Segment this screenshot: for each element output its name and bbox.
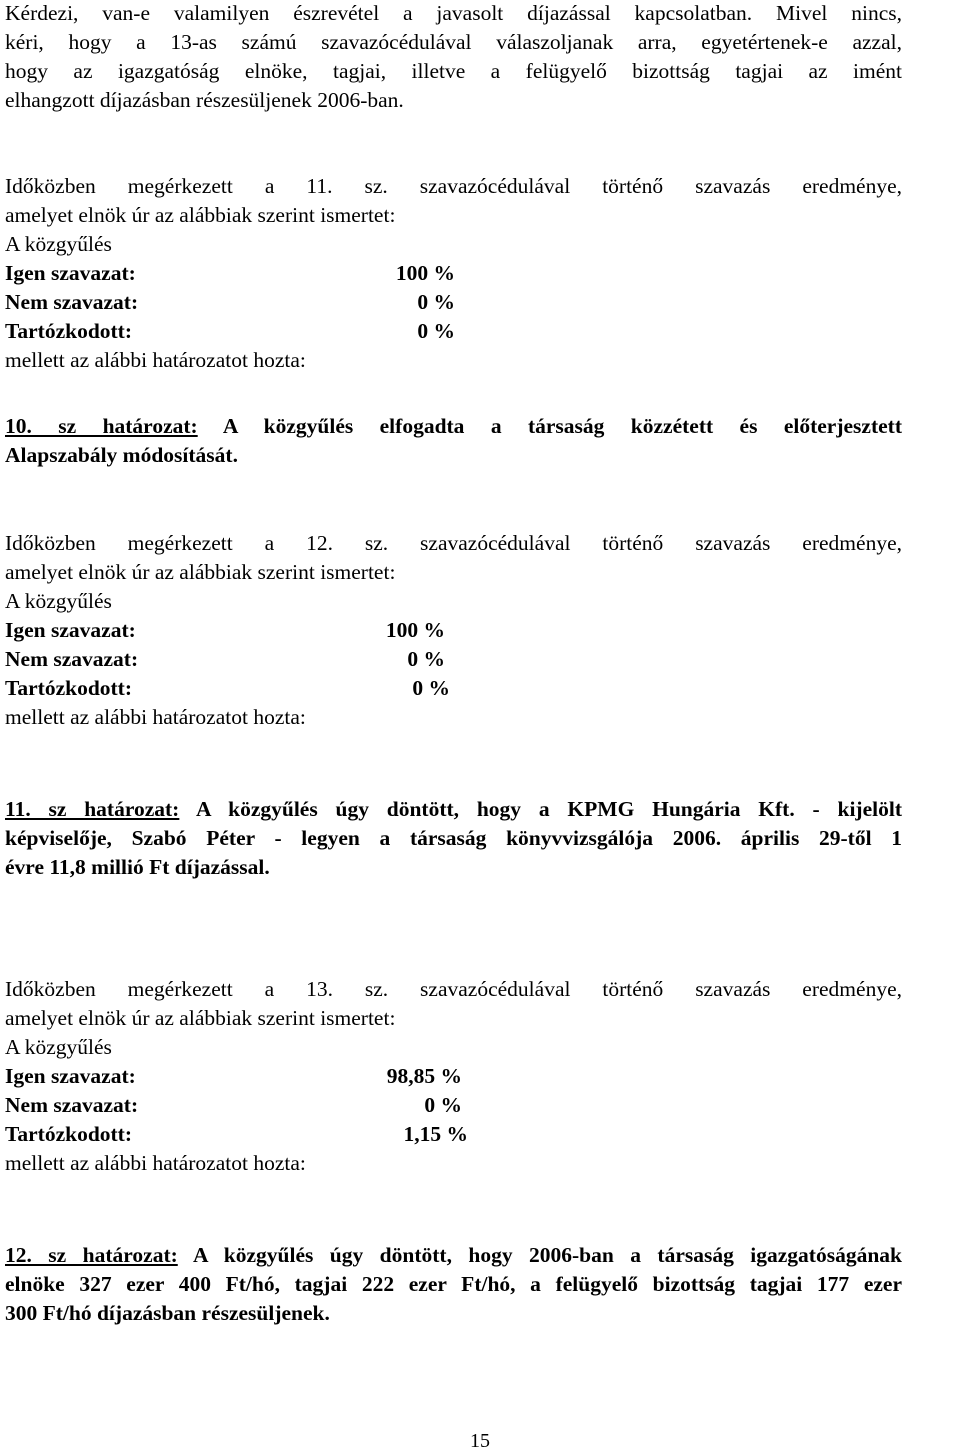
intro-line: Kérdezi, van-e valamilyen észrevétel a javasolt díjazással kapcsolatban. Mivel nincs, [5, 1, 902, 25]
resolution-number: 11. sz határozat: [5, 797, 180, 821]
resolution-line: 300 Ft/hó díjazásban részesüljenek. [5, 1301, 330, 1325]
vote-announce: amelyet elnök úr az alábbiak szerint ismertet: [5, 560, 396, 584]
vote-value: 0 % [417, 319, 455, 343]
resolution-line: elnöke 327 ezer 400 Ft/hó, tagjai 222 ezer Ft/hó, a felügyelő bizottság tagjai 177 ezer [5, 1272, 902, 1296]
resolution-line [5, 1241, 902, 1270]
resolution-line: évre 11,8 millió Ft díjazással. [5, 855, 270, 879]
resolution-intro: mellett az alábbi határozatot hozta: [5, 1151, 306, 1175]
vote-value: 100 % [385, 618, 445, 642]
resolution-text: A közgyűlés úgy döntött, hogy a KPMG Hungária Kft. - kijelölt [195, 797, 902, 821]
resolution-line [5, 795, 902, 824]
vote-value: 0 % [424, 1093, 462, 1117]
resolution-number: 10. sz határozat: [5, 414, 198, 438]
vote-label: Igen szavazat: [5, 1064, 136, 1088]
vote-label: Nem szavazat: [5, 647, 139, 671]
vote-label: Nem szavazat: [5, 1093, 139, 1117]
resolution-line: képviselője, Szabó Péter - legyen a társaság könyvvizsgálója 2006. április 29-től 1 [5, 826, 902, 850]
vote-announce: amelyet elnök úr az alábbiak szerint ismertet: [5, 203, 396, 227]
intro-line: kéri, hogy a 13-as számú szavazócédulával válaszoljanak arra, egyetértenek-e azzal, [5, 30, 902, 54]
vote-value: 0 % [412, 676, 450, 700]
resolution-line: Alapszabály módosítását. [5, 443, 238, 467]
resolution-intro: mellett az alábbi határozatot hozta: [5, 348, 306, 372]
vote-label: Nem szavazat: [5, 290, 139, 314]
page-number: 15 [470, 1430, 490, 1452]
vote-label: Tartózkodott: [5, 1122, 133, 1146]
resolution-text: A közgyűlés elfogadta a társaság közzétett és előterjesztett [222, 414, 902, 438]
vote-announce: amelyet elnök úr az alábbiak szerint ismertet: [5, 1006, 396, 1030]
assembly-label: A közgyűlés [5, 232, 112, 256]
vote-arrival: Időközben megérkezett a 13. sz. szavazócédulával történő szavazás eredménye, [5, 977, 902, 1001]
resolution-text: A közgyűlés úgy döntött, hogy 2006-ban a társaság igazgatóságának [193, 1243, 902, 1267]
resolution-number: 12. sz határozat: [5, 1243, 178, 1267]
vote-value: 0 % [417, 290, 455, 314]
assembly-label: A közgyűlés [5, 589, 112, 613]
vote-label: Tartózkodott: [5, 676, 133, 700]
vote-value: 100 % [395, 261, 455, 285]
vote-value: 0 % [407, 647, 445, 671]
resolution-intro: mellett az alábbi határozatot hozta: [5, 705, 306, 729]
vote-label: Igen szavazat: [5, 261, 136, 285]
vote-label: Tartózkodott: [5, 319, 133, 343]
vote-value: 98,85 % [386, 1064, 462, 1088]
intro-line: hogy az igazgatóság elnöke, tagjai, illetve a felügyelő bizottság tagjai az imént [5, 59, 902, 83]
vote-arrival: Időközben megérkezett a 12. sz. szavazócédulával történő szavazás eredménye, [5, 531, 902, 555]
assembly-label: A közgyűlés [5, 1035, 112, 1059]
vote-value: 1,15 % [403, 1122, 468, 1146]
intro-line: elhangzott díjazásban részesüljenek 2006-ban. [5, 88, 404, 112]
resolution-line [5, 412, 902, 441]
vote-label: Igen szavazat: [5, 618, 136, 642]
vote-arrival: Időközben megérkezett a 11. sz. szavazócédulával történő szavazás eredménye, [5, 174, 902, 198]
